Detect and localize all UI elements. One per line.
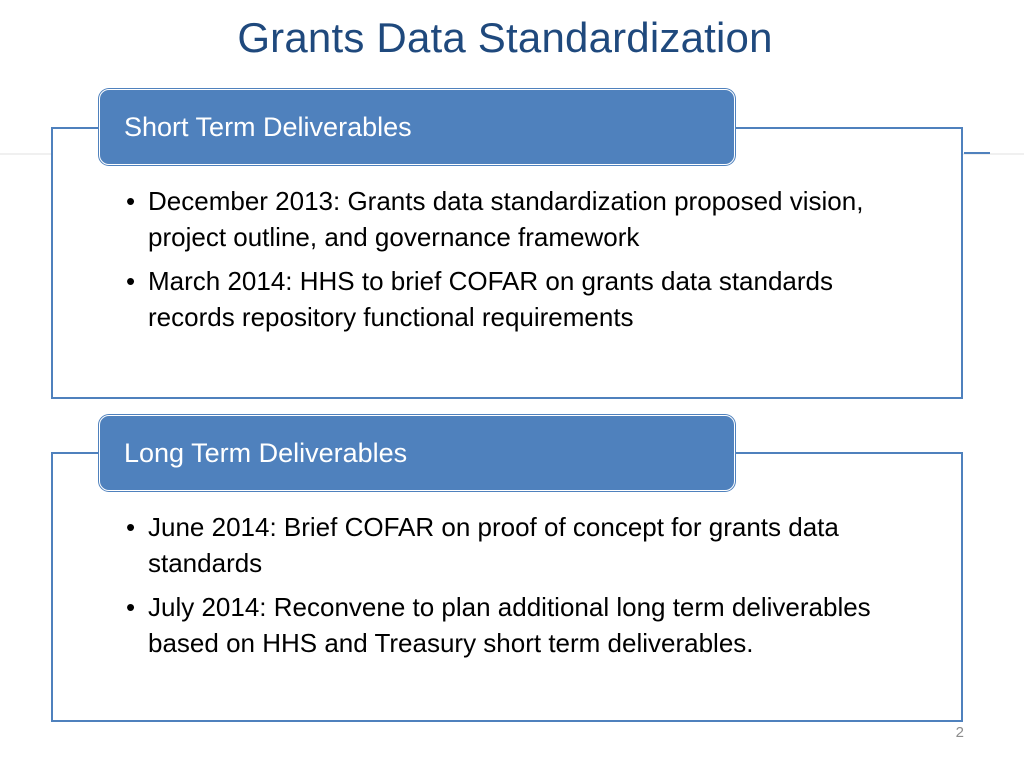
bullet-icon: • bbox=[126, 592, 136, 622]
bullet-item bbox=[126, 263, 916, 335]
page-number: 2 bbox=[955, 724, 964, 741]
short-term-bullet-list bbox=[126, 183, 916, 343]
bullet-item bbox=[126, 589, 916, 661]
bullet-icon: • bbox=[126, 266, 136, 296]
long-term-bullet-list bbox=[126, 509, 916, 669]
bullet-text: June 2014: Brief COFAR on proof of concept for grants data standards bbox=[148, 512, 839, 578]
long-term-heading: Long Term Deliverables bbox=[124, 437, 408, 468]
slide-title: Grants Data Standardization bbox=[237, 14, 773, 61]
bullet-text: December 2013: Grants data standardization proposed vision, project outline, and governance framework bbox=[148, 186, 864, 252]
long-term-heading-tab bbox=[99, 415, 735, 491]
bullet-text: March 2014: HHS to brief COFAR on grants data standards records repository functional requirements bbox=[148, 266, 834, 332]
bullet-icon: • bbox=[126, 186, 136, 216]
accent-line bbox=[964, 152, 990, 154]
bullet-text: July 2014: Reconvene to plan additional long term deliverables based on HHS and Treasury short term deliverables. bbox=[148, 592, 871, 658]
short-term-heading: Short Term Deliverables bbox=[124, 111, 412, 142]
bullet-item bbox=[126, 509, 916, 581]
bullet-item bbox=[126, 183, 916, 255]
bullet-icon: • bbox=[126, 512, 136, 542]
short-term-heading-tab bbox=[99, 89, 735, 165]
